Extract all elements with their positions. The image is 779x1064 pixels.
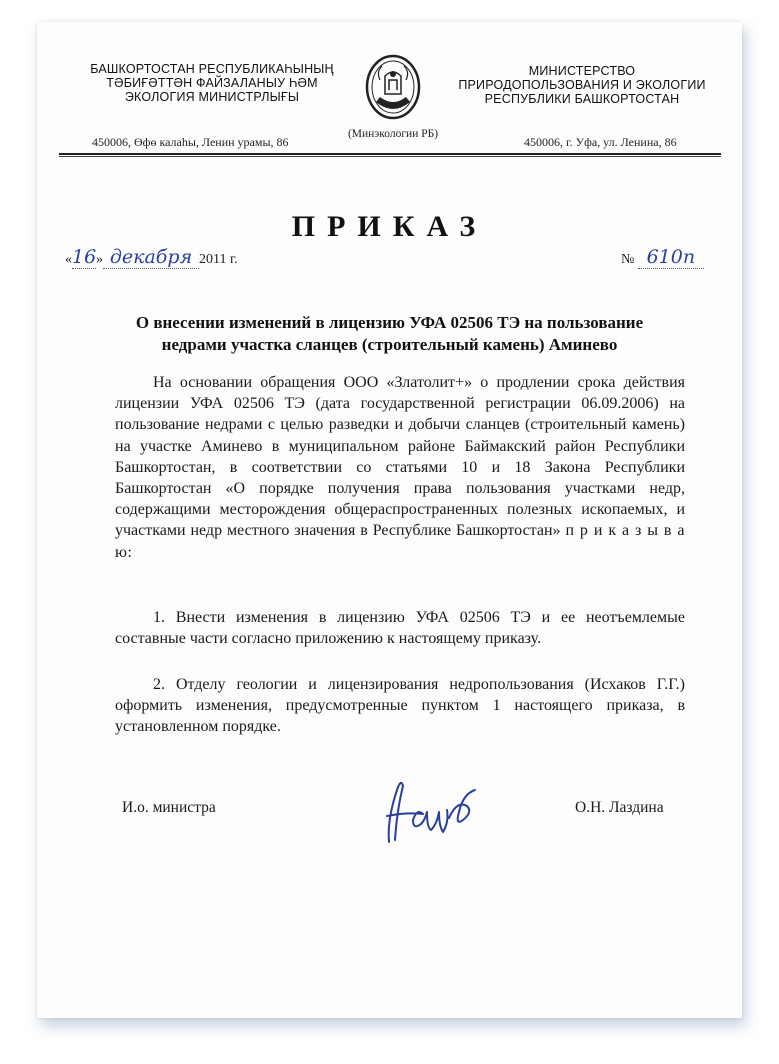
header-right-russian [437,64,727,106]
emblem-icon [358,50,428,125]
header-divider [59,153,721,155]
order-date [65,246,238,269]
item-2-text: 2. Отделу геологии и лицензирования недропользования (Исхаков Г.Г.) оформить изменения, предусмотренные пунктом 1 настоящего приказа, в установленном порядке. [115,676,685,736]
order-item-1 [115,607,685,649]
header-right-line-1: МИНИСТЕРСТВО [528,64,636,78]
header-right-line-3: РЕСПУБЛИКИ БАШКОРТОСТАН [484,92,680,106]
signatory-name: О.Н. Лаздина [575,799,664,816]
header-divider-thin [59,156,721,157]
header-left-bashkir [67,62,357,104]
header-left-line-2: ТӘБИҒӘТТӘН ФАЙЗАЛАНЫУ ҺӘМ [106,76,318,90]
order-preamble [115,372,685,563]
address-right: 450006, г. Уфа, ул. Ленина, 86 [524,135,677,149]
order-number-prefix: № [621,252,635,267]
subject-line-1: О внесении изменений в лицензию УФА 02506 ТЭ на пользование [135,313,644,332]
order-subject [77,312,702,356]
handwritten-signature-icon [367,760,487,850]
order-number-value: 610п [638,246,704,269]
document-title: ПРИКАЗ [291,210,488,243]
item-1-text: 1. Внести изменения в лицензию УФА 02506 ТЭ и ее неотъемлемые составные части согласно приложению к настоящему приказу. [115,609,685,648]
preamble-text: На основании обращения ООО «Златолит+» о продлении срока действия лицензии УФА 02506 ТЭ (дата государственной регистрации 06.09.2006) на пользование недрами с целью разведки и добычи сланцев (строительный камень) на участке Аминево в муниципальном районе Баймакский район Республики Башкортостан, в соответствии со статьями 10 и 18 Закона Республики Башкортостан «О порядке получения права пользования участками недр, содержащими месторождения общераспространенных полезных ископаемых, и участками недр местного значения в Республике Башкортостан» [115,374,685,540]
date-month: декабря [103,246,199,269]
header-right-line-2: ПРИРОДОПОЛЬЗОВАНИЯ И ЭКОЛОГИИ [458,78,706,92]
subject-line-2: недрами участка сланцев (строительный камень) Аминево [161,335,618,354]
address-left: 450006, Өфө калаһы, Ленин урамы, 86 [92,135,289,149]
order-number [621,246,704,269]
document-page [37,22,742,1018]
signatory-position: И.о. министра [122,799,216,816]
header-left-line-1: БАШКОРТОСТАН РЕСПУБЛИКАҺЫНЫҢ [90,62,334,76]
date-open-quote: « [65,252,72,267]
order-word: п р и к а з ы в а ю: [115,522,686,561]
date-day: 16 [72,246,97,268]
emblem-caption: (Минэкологии РБ) [347,128,439,140]
date-close-quote: » [96,252,103,267]
order-item-2 [115,674,685,738]
date-year: 2011 г. [199,252,238,267]
header-left-line-3: ЭКОЛОГИЯ МИНИСТРЛЫҒЫ [124,90,300,104]
